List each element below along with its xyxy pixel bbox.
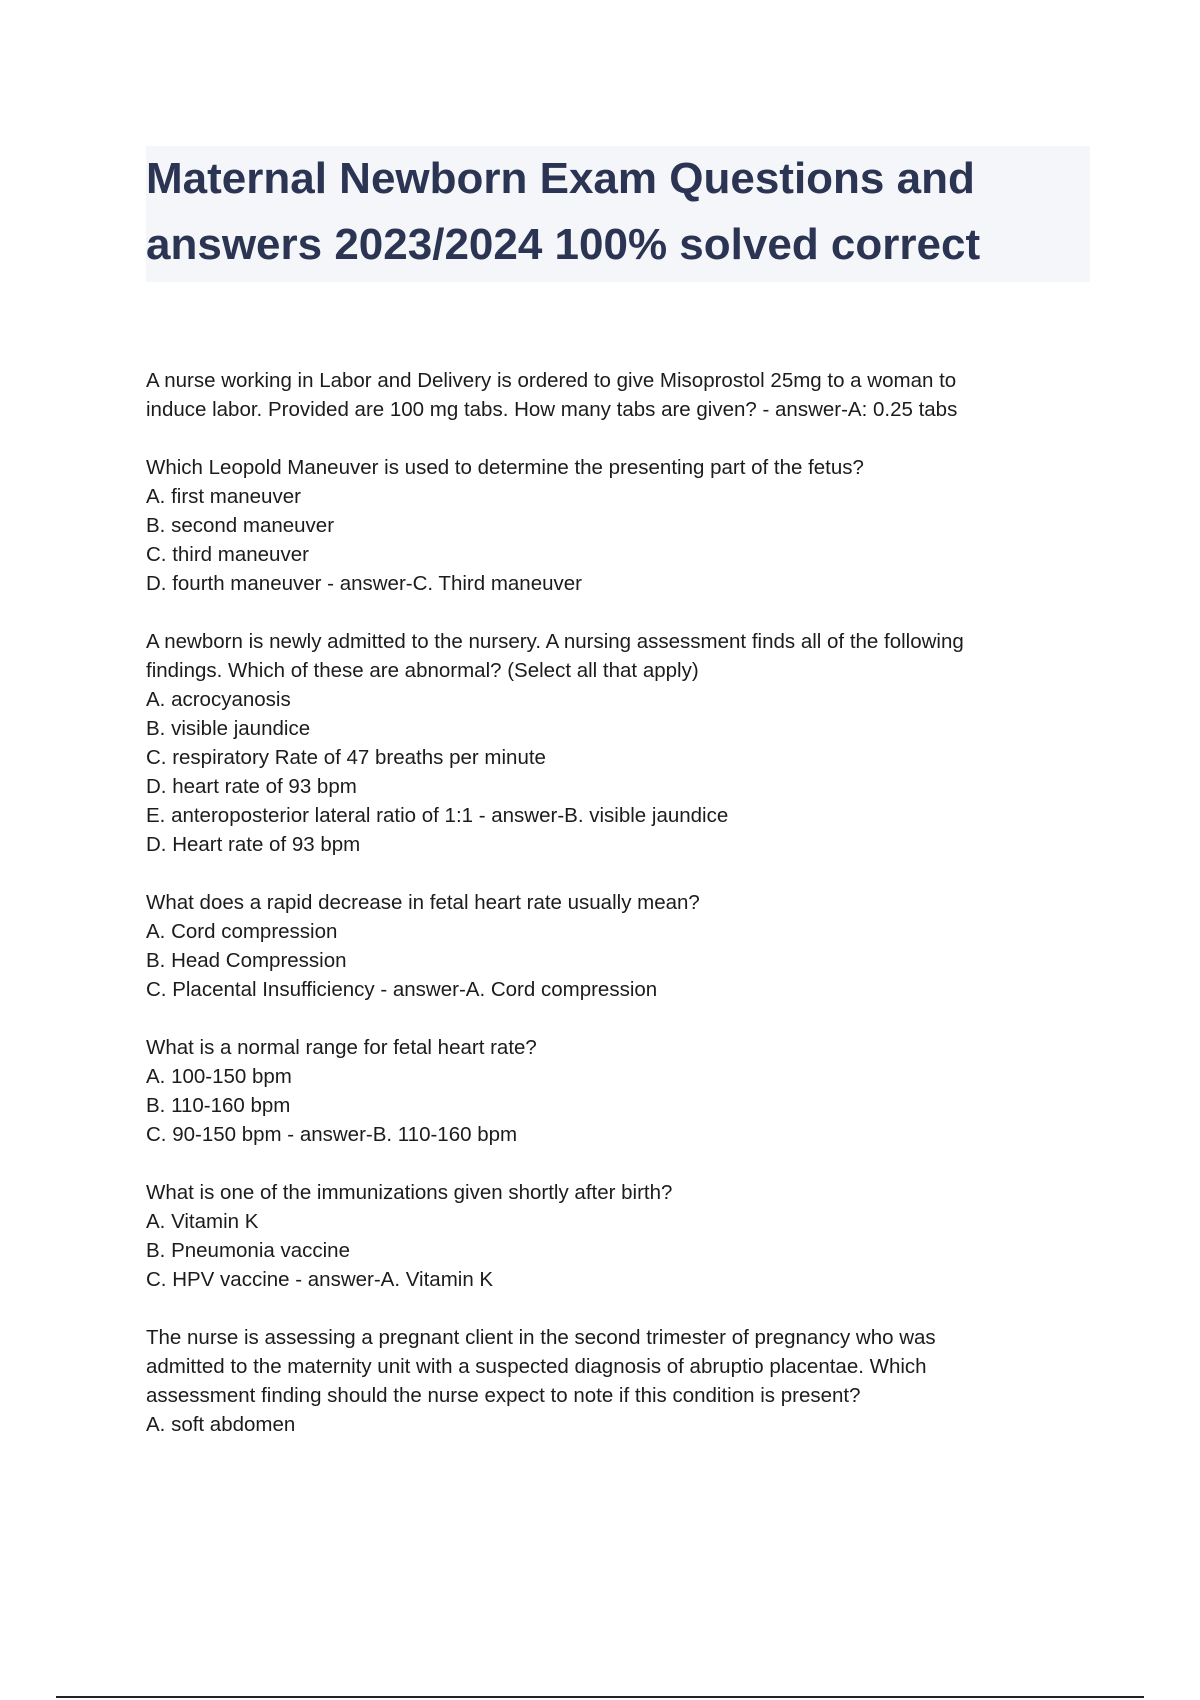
title-line-1: Maternal Newborn Exam Questions and [146,154,975,203]
question-6-line-1: What is one of the immunizations given shortly after birth? [146,1181,673,1204]
page-bottom-divider [56,1696,1144,1698]
question-1 [146,366,1076,424]
question-2-option-b: B. second maneuver [146,514,335,537]
question-5-line-1: What is a normal range for fetal heart rate? [146,1036,537,1059]
question-4-option-c-answer: C. Placental Insufficiency - answer-A. Cord compression [146,978,658,1001]
question-1-line-1: A nurse working in Labor and Delivery is ordered to give Misoprostol 25mg to a woman to [146,369,957,392]
question-2-option-c: C. third maneuver [146,543,309,566]
question-2-line-1: Which Leopold Maneuver is used to determine the presenting part of the fetus? [146,456,864,479]
question-3-line-2: findings. Which of these are abnormal? (Select all that apply) [146,659,699,682]
question-3-option-d: D. heart rate of 93 bpm [146,775,357,798]
question-7-line-3: assessment finding should the nurse expect to note if this condition is present? [146,1384,861,1407]
question-3-option-c: C. respiratory Rate of 47 breaths per minute [146,746,546,769]
question-6-option-a: A. Vitamin K [146,1210,259,1233]
question-1-line-2: induce labor. Provided are 100 mg tabs. How many tabs are given? - answer-A: 0.25 tabs [146,398,958,421]
title-line-2: answers 2023/2024 100% solved correct [146,220,981,269]
question-4-line-1: What does a rapid decrease in fetal heart rate usually mean? [146,891,700,914]
question-5-option-a: A. 100-150 bpm [146,1065,292,1088]
question-6 [146,1178,1076,1294]
question-7-line-2: admitted to the maternity unit with a suspected diagnosis of abruptio placentae. Which [146,1355,927,1378]
question-3-option-b: B. visible jaundice [146,717,311,740]
question-7 [146,1323,1076,1439]
question-4 [146,888,1076,1004]
question-4-option-b: B. Head Compression [146,949,347,972]
question-3-line-1: A newborn is newly admitted to the nursery. A nursing assessment finds all of the following [146,630,964,653]
question-7-line-1: The nurse is assessing a pregnant client in the second trimester of pregnancy who was [146,1326,936,1349]
question-5 [146,1033,1076,1149]
question-6-option-b: B. Pneumonia vaccine [146,1239,350,1262]
question-4-option-a: A. Cord compression [146,920,338,943]
question-5-option-c-answer: C. 90-150 bpm - answer-B. 110-160 bpm [146,1123,518,1146]
question-3-answer-continued: D. Heart rate of 93 bpm [146,833,361,856]
question-3 [146,627,1076,859]
question-2-option-a: A. first maneuver [146,485,301,508]
questions-list [146,366,1076,1468]
question-3-option-e-answer: E. anteroposterior lateral ratio of 1:1 - answer-B. visible jaundice [146,804,729,827]
question-2 [146,453,1076,598]
question-3-option-a: A. acrocyanosis [146,688,291,711]
question-6-option-c-answer: C. HPV vaccine - answer-A. Vitamin K [146,1268,494,1291]
question-5-option-b: B. 110-160 bpm [146,1094,291,1117]
title-banner [146,146,1090,282]
question-2-option-d-answer: D. fourth maneuver - answer-C. Third maneuver [146,572,582,595]
question-7-option-a: A. soft abdomen [146,1413,296,1436]
